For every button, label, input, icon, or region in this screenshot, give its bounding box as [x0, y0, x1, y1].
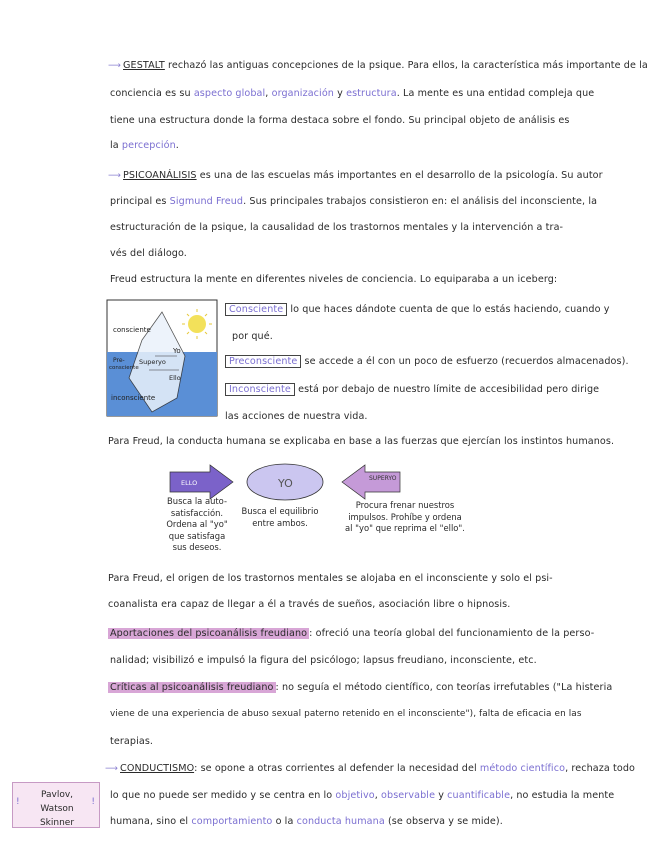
ello-description: [162, 496, 232, 554]
term-estructura: estructura: [346, 88, 397, 99]
superyo-description: [330, 500, 480, 535]
psico-line-1: [108, 170, 603, 181]
text: : ofreció una teoría global del funcionamiento de la perso-: [309, 628, 595, 639]
text: se accede a él con un poco de esfuerzo (recuerdos almacenados).: [304, 356, 629, 367]
text: es una de las escuelas más importantes en el desarrollo de la psicología. Su autor: [199, 170, 603, 181]
label-box: Inconsciente: [225, 383, 295, 396]
level-inconsciente-2: las acciones de nuestra vida.: [225, 411, 368, 422]
text: lo que haces dándote cuenta de que lo estás haciendo, cuando y: [290, 304, 610, 315]
level-consciente-2: por qué.: [232, 331, 273, 342]
yo-description: [235, 506, 325, 529]
psico-line-3: estructuración de la psique, la causalidad de los trastornos mentales y la intervención a tra-: [110, 222, 564, 233]
iceberg-diagram: [107, 300, 217, 416]
criticas-line-2: viene de una experiencia de abuso sexual paterno retenido en el inconsciente"), falta de eficacia en las: [110, 709, 582, 719]
authors-sticky-note: [12, 782, 100, 828]
gestalt-line-3: tiene una estructura donde la forma destaca sobre el fondo. Su principal objeto de análisis es: [110, 115, 570, 126]
text: humana, sino el: [110, 816, 189, 827]
text: al "yo" que reprima el "ello".: [345, 523, 465, 533]
ello-arrow-label: ELLO: [181, 479, 198, 487]
superyo-arrow-label: SUPERYO: [369, 475, 397, 482]
arrow-icon: ⟶: [108, 61, 122, 71]
level-preconsciente: [225, 356, 629, 367]
arrow-icon: ⟶: [105, 764, 119, 774]
level-inconsciente: [225, 384, 599, 395]
text: sus deseos.: [172, 542, 222, 552]
gestalt-title: GESTALT: [123, 60, 165, 71]
criticas-line-1: [108, 682, 612, 693]
term-cuantificable: cuantificable: [447, 790, 511, 801]
text: principal es: [110, 196, 167, 207]
text: o la: [275, 816, 294, 827]
conductismo-line-3: [110, 816, 503, 827]
text: y: [438, 790, 445, 801]
label-pre: Pre-: [113, 357, 125, 364]
text: ,: [265, 88, 269, 99]
term-aspecto-global: aspecto global: [193, 88, 266, 99]
text: , rechaza todo: [565, 763, 635, 774]
warning-icon: !: [16, 797, 20, 807]
warning-icon: !: [91, 797, 95, 807]
psico-line-2: [110, 196, 597, 207]
text: lo que no puede ser medido y se centra en lo: [110, 790, 333, 801]
gestalt-line-1: [108, 60, 648, 71]
text: : no seguía el método científico, con teorías irrefutables ("La histeria: [275, 682, 613, 693]
origin-line-1: Para Freud, el origen de los trastornos mentales se alojaba en el inconsciente y solo el psi-: [108, 573, 553, 584]
conductismo-line-2: [110, 790, 614, 801]
label-box: Preconsciente: [225, 355, 301, 368]
text: entre ambos.: [252, 517, 308, 528]
label-consciente: consciente: [113, 326, 151, 334]
label-yo: Yo: [173, 347, 181, 355]
conductismo-title: CONDUCTISMO: [120, 763, 195, 774]
conductismo-line-1: [105, 763, 635, 774]
text: . La mente es una entidad compleja que: [396, 88, 595, 99]
origin-line-2: coanalista era capaz de llegar a él a través de sueños, asociación libre o hipnosis.: [108, 599, 511, 610]
author-freud: Sigmund Freud: [169, 196, 244, 207]
text: satisfacción.: [170, 507, 224, 518]
term-objetivo: objetivo: [335, 790, 375, 801]
text: .: [175, 140, 179, 151]
term-metodo-cientifico: método científico: [479, 763, 566, 774]
label-inconsciente: inconsciente: [111, 394, 156, 402]
text: Skinner: [39, 818, 75, 828]
criticas-label: Críticas al psicoanálisis freudiano: [110, 682, 274, 693]
text: Pavlov, Watson: [40, 790, 74, 814]
level-consciente: [225, 304, 610, 315]
psico-line-4: vés del diálogo.: [110, 248, 187, 259]
gestalt-text: rechazó las antiguas concepciones de la psique. Para ellos, la característica más importante de la: [168, 60, 648, 71]
ello-arrow: [170, 465, 233, 499]
text: impulsos. Prohíbe y ordena: [348, 511, 462, 522]
text: y: [337, 88, 343, 99]
label-box: Consciente: [225, 303, 287, 316]
gestalt-line-4: [110, 140, 179, 151]
superyo-arrow: [342, 465, 400, 499]
term-organizacion: organización: [271, 88, 334, 99]
label-superyo: Superyo: [139, 358, 166, 366]
text: ,: [374, 790, 378, 801]
text: , no estudia la mente: [510, 790, 615, 801]
psico-title: PSICOANÁLISIS: [123, 170, 197, 181]
forces-intro: Para Freud, la conducta humana se explicaba en base a las fuerzas que ejercían los instintos humanos.: [108, 436, 615, 447]
text: Ordena al "yo": [166, 519, 228, 529]
text: la: [110, 140, 119, 151]
aportaciones-label: Aportaciones del psicoanálisis freudiano: [110, 628, 308, 639]
text: está por debajo de nuestro límite de accesibilidad pero dirige: [298, 384, 600, 395]
arrow-icon: ⟶: [108, 171, 122, 181]
label-consciente-2: consciente: [109, 365, 139, 371]
term-observable: observable: [381, 790, 436, 801]
criticas-line-3: terapias.: [110, 736, 154, 747]
text: . Sus principales trabajos consistieron en: el análisis del inconsciente, la: [243, 196, 598, 207]
text: que satisfaga: [168, 530, 226, 541]
yo-ellipse-label: YO: [278, 477, 293, 490]
gestalt-line-2: [110, 88, 594, 99]
term-conducta-humana: conducta humana: [296, 816, 385, 827]
aportaciones-line-2: nalidad; visibilizó e impulsó la figura del psicólogo; lapsus freudiano, inconsciente, etc.: [110, 655, 537, 666]
aportaciones-line-1: [108, 628, 594, 639]
psico-line-5: Freud estructura la mente en diferentes niveles de conciencia. Lo equiparaba a un iceberg:: [110, 274, 558, 285]
authors-text: [25, 788, 89, 830]
text: Procura frenar nuestros: [355, 500, 455, 510]
text: (se observa y se mide).: [387, 816, 503, 827]
text: Busca la auto-: [167, 496, 227, 506]
text: Busca el equilibrio: [241, 506, 319, 516]
label-ello: Ello: [169, 374, 181, 382]
text: : se opone a otras corrientes al defender la necesidad del: [194, 763, 477, 774]
term-comportamiento: comportamiento: [191, 816, 273, 827]
term-percepcion: percepción: [121, 140, 176, 151]
text: conciencia es su: [110, 88, 191, 99]
sun-icon: [188, 315, 206, 333]
